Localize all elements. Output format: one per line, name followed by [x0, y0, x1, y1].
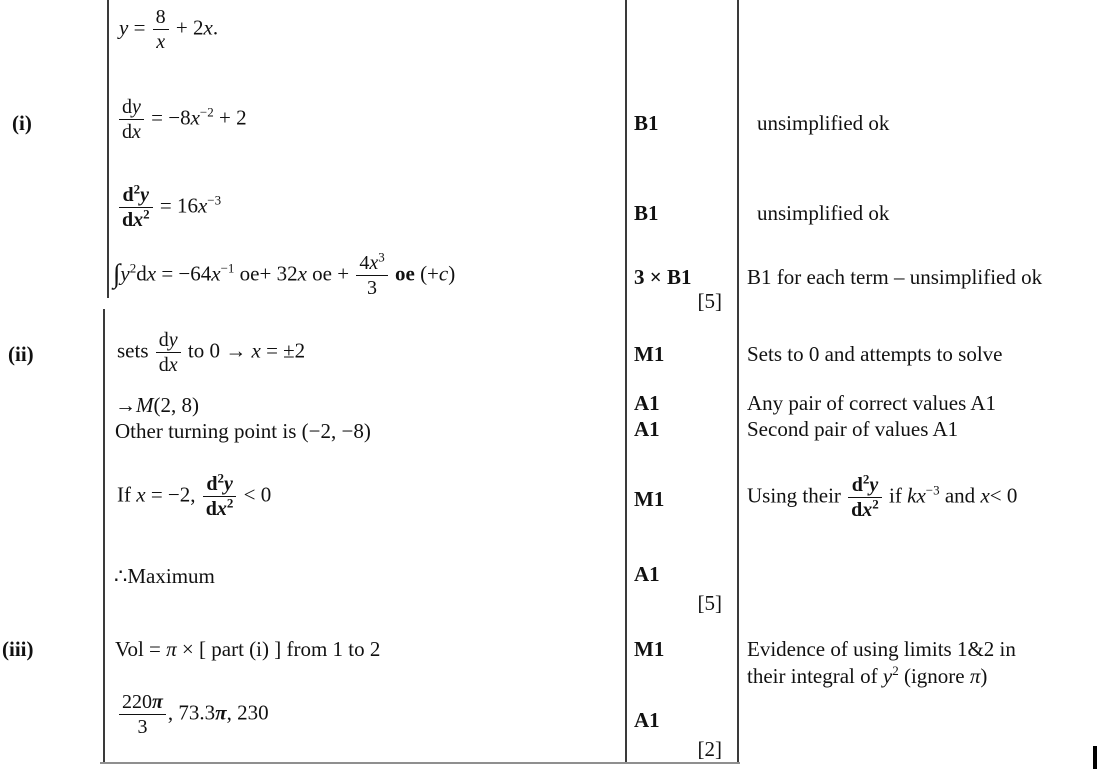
- mark-m1-1: M1: [634, 342, 665, 366]
- conclusion-maximum: ∴Maximum: [114, 564, 215, 588]
- mark-m1-3: M1: [634, 637, 665, 661]
- total-bracket-5-second: [5]: [697, 591, 722, 615]
- frac-num: [119, 691, 166, 714]
- fraction: [117, 181, 155, 231]
- mark-m1-2: M1: [634, 487, 665, 511]
- math-token: k: [907, 483, 917, 508]
- equation-sets-derivative-zero: [117, 329, 305, 376]
- math-token: d: [158, 354, 169, 376]
- mark-a1-2: A1: [634, 417, 660, 441]
- mark-column-rule-right: [737, 0, 739, 763]
- math-token: Using their: [747, 483, 847, 508]
- fraction: [846, 471, 884, 521]
- frac-den: [203, 496, 237, 520]
- math-token: + 2: [213, 105, 247, 130]
- math-token: x: [369, 252, 379, 274]
- math-token: y: [119, 15, 129, 40]
- math-token: + 2: [170, 15, 204, 40]
- comment-unsimplified-2: unsimplified ok: [757, 201, 890, 225]
- math-token: c: [438, 261, 449, 286]
- math-token: =: [128, 15, 151, 40]
- comment-evidence-limits: [747, 636, 1092, 690]
- math-token: ): [448, 261, 456, 286]
- equation-volume: [115, 637, 380, 662]
- math-token: y: [132, 96, 141, 118]
- fraction: [201, 470, 239, 520]
- math-token: = −2,: [145, 482, 201, 507]
- frac-den: [119, 119, 144, 143]
- mark-3xb1: 3 × B1: [634, 265, 692, 289]
- pi-symbol: π: [215, 700, 227, 725]
- working-column-rule-top: [107, 0, 109, 298]
- frac-den: [848, 497, 882, 521]
- frac-num: [203, 470, 237, 496]
- math-token: x: [168, 354, 178, 376]
- math-token: oe+ 32: [234, 261, 298, 286]
- frac-num: [156, 329, 181, 352]
- math-token: x: [251, 338, 261, 363]
- math-token: and: [939, 483, 981, 508]
- frac-num: [119, 96, 144, 119]
- math-token: x: [136, 482, 146, 507]
- math-token-oe-bold: oe: [394, 261, 415, 286]
- superscript: 2: [226, 495, 234, 511]
- math-token: x: [862, 499, 873, 521]
- math-token: .: [212, 15, 219, 40]
- mark-a1-3: A1: [634, 562, 660, 586]
- working-column-rule-bottom: [103, 309, 105, 763]
- math-token: (2, 8): [153, 393, 199, 417]
- mark-b1-2: B1: [634, 201, 659, 225]
- math-token: ): [980, 664, 988, 688]
- pi-symbol: π: [152, 691, 163, 713]
- comment-using-their: [747, 471, 1018, 521]
- integral-icon: ∫: [113, 258, 121, 289]
- fraction: [354, 249, 389, 299]
- math-token: d: [205, 498, 217, 520]
- math-token: = ±2: [260, 338, 306, 363]
- math-token: M: [136, 393, 154, 417]
- math-token: y: [869, 474, 879, 496]
- math-token: x: [197, 193, 208, 218]
- comment-second-pair: Second pair of values A1: [747, 417, 959, 441]
- math-token: oe +: [306, 261, 355, 286]
- math-token: = 16: [154, 193, 198, 218]
- math-token: d: [158, 329, 169, 351]
- equation-max-point: [115, 393, 199, 418]
- superscript: −3: [207, 192, 222, 208]
- math-token: x: [203, 15, 213, 40]
- math-token: d: [122, 96, 132, 118]
- math-token: y: [168, 329, 178, 351]
- fraction: [117, 691, 168, 738]
- math-token: sets: [117, 338, 154, 363]
- fraction: [117, 96, 146, 143]
- equation-second-derivative: [117, 181, 222, 231]
- superscript: 2: [129, 260, 137, 276]
- math-token: = −8: [145, 105, 191, 130]
- superscript: −2: [199, 104, 214, 120]
- mark-b1-1: B1: [634, 111, 659, 135]
- text-cursor-mark: [1093, 746, 1097, 769]
- comment-sets-to-zero: Sets to 0 and attempts to solve: [747, 342, 1003, 366]
- frac-num: [848, 471, 882, 497]
- comment-each-term: B1 for each term – unsimplified ok: [747, 265, 1043, 289]
- math-token: Vol =: [115, 637, 167, 661]
- math-token: d: [122, 209, 134, 231]
- math-token: y: [140, 184, 150, 206]
- part-label-ii: (ii): [8, 342, 34, 366]
- total-bracket-5-first: [5]: [697, 289, 722, 313]
- equation-final-answer: [117, 691, 269, 738]
- frac-den: 3: [119, 714, 166, 738]
- math-token: d: [851, 474, 863, 496]
- total-bracket-2: [2]: [697, 737, 722, 761]
- math-token: (+: [414, 261, 439, 286]
- arrow-icon: →: [115, 393, 136, 417]
- superscript: 2: [143, 206, 150, 222]
- frac-num: 8: [155, 6, 166, 28]
- comment-line: Evidence of using limits 1&2 in: [747, 637, 1016, 661]
- math-token: × [ part (i) ] from 1 to 2: [176, 637, 381, 661]
- math-token: x: [146, 261, 157, 286]
- math-token: d: [206, 473, 218, 495]
- math-token: x: [133, 209, 144, 231]
- math-token: = −64: [156, 261, 212, 286]
- equation-other-turning-point: Other turning point is (−2, −8): [115, 419, 371, 443]
- pi-symbol: π: [166, 637, 177, 661]
- pi-symbol: π: [969, 664, 981, 688]
- math-token: 4: [359, 252, 370, 274]
- mark-column-rule-left: [625, 0, 627, 763]
- math-token: x: [980, 483, 990, 508]
- math-token: d: [851, 499, 863, 521]
- math-token: if: [883, 483, 908, 508]
- math-token: , 73.3: [167, 700, 216, 725]
- fraction: [154, 329, 183, 376]
- superscript: −3: [925, 482, 940, 498]
- math-token: x: [132, 121, 141, 143]
- math-token: x: [216, 498, 227, 520]
- math-token: , 230: [226, 700, 269, 725]
- math-token: d: [122, 184, 134, 206]
- part-label-iii: (iii): [2, 637, 34, 661]
- math-token: d: [122, 121, 132, 143]
- comment-unsimplified-1: unsimplified ok: [757, 111, 890, 135]
- frac-num: [119, 181, 153, 207]
- superscript: −1: [220, 260, 235, 276]
- equation-first-derivative: [117, 96, 247, 143]
- mark-a1-1: A1: [634, 391, 660, 415]
- superscript: 2: [862, 471, 870, 487]
- frac-num: [356, 249, 387, 275]
- comment-any-pair: Any pair of correct values A1: [747, 391, 996, 415]
- math-token: (ignore: [898, 664, 970, 688]
- frac-den: 3: [356, 275, 387, 299]
- superscript: 3: [378, 249, 385, 265]
- superscript: 2: [133, 181, 141, 197]
- frac-den: [119, 207, 153, 231]
- math-token: y: [882, 664, 893, 688]
- math-token: x: [916, 483, 926, 508]
- superscript: 2: [872, 496, 879, 512]
- frac-den: x: [153, 29, 169, 53]
- equation-intro: [119, 6, 218, 53]
- math-token: their integral of: [747, 664, 883, 688]
- part-label-i: (i): [12, 111, 32, 135]
- equation-second-derivative-test: [117, 470, 272, 520]
- math-token: If: [117, 482, 137, 507]
- superscript: 2: [892, 663, 899, 678]
- math-token: to 0 →: [182, 338, 252, 363]
- frac-den: [156, 352, 181, 376]
- equation-integral: [113, 249, 456, 299]
- bottom-rule: [100, 762, 740, 764]
- comment-line: [747, 664, 987, 688]
- math-token: y: [223, 473, 233, 495]
- math-token: y: [120, 261, 130, 286]
- math-token: < 0: [238, 482, 272, 507]
- math-token: x: [297, 261, 307, 286]
- math-token: 220: [122, 691, 152, 713]
- superscript: 2: [217, 470, 224, 486]
- math-token: < 0: [989, 483, 1018, 508]
- fraction: [151, 6, 171, 53]
- math-token: x: [211, 261, 221, 286]
- math-token: d: [136, 261, 147, 286]
- mark-a1-4: A1: [634, 708, 660, 732]
- math-token: x: [190, 105, 200, 130]
